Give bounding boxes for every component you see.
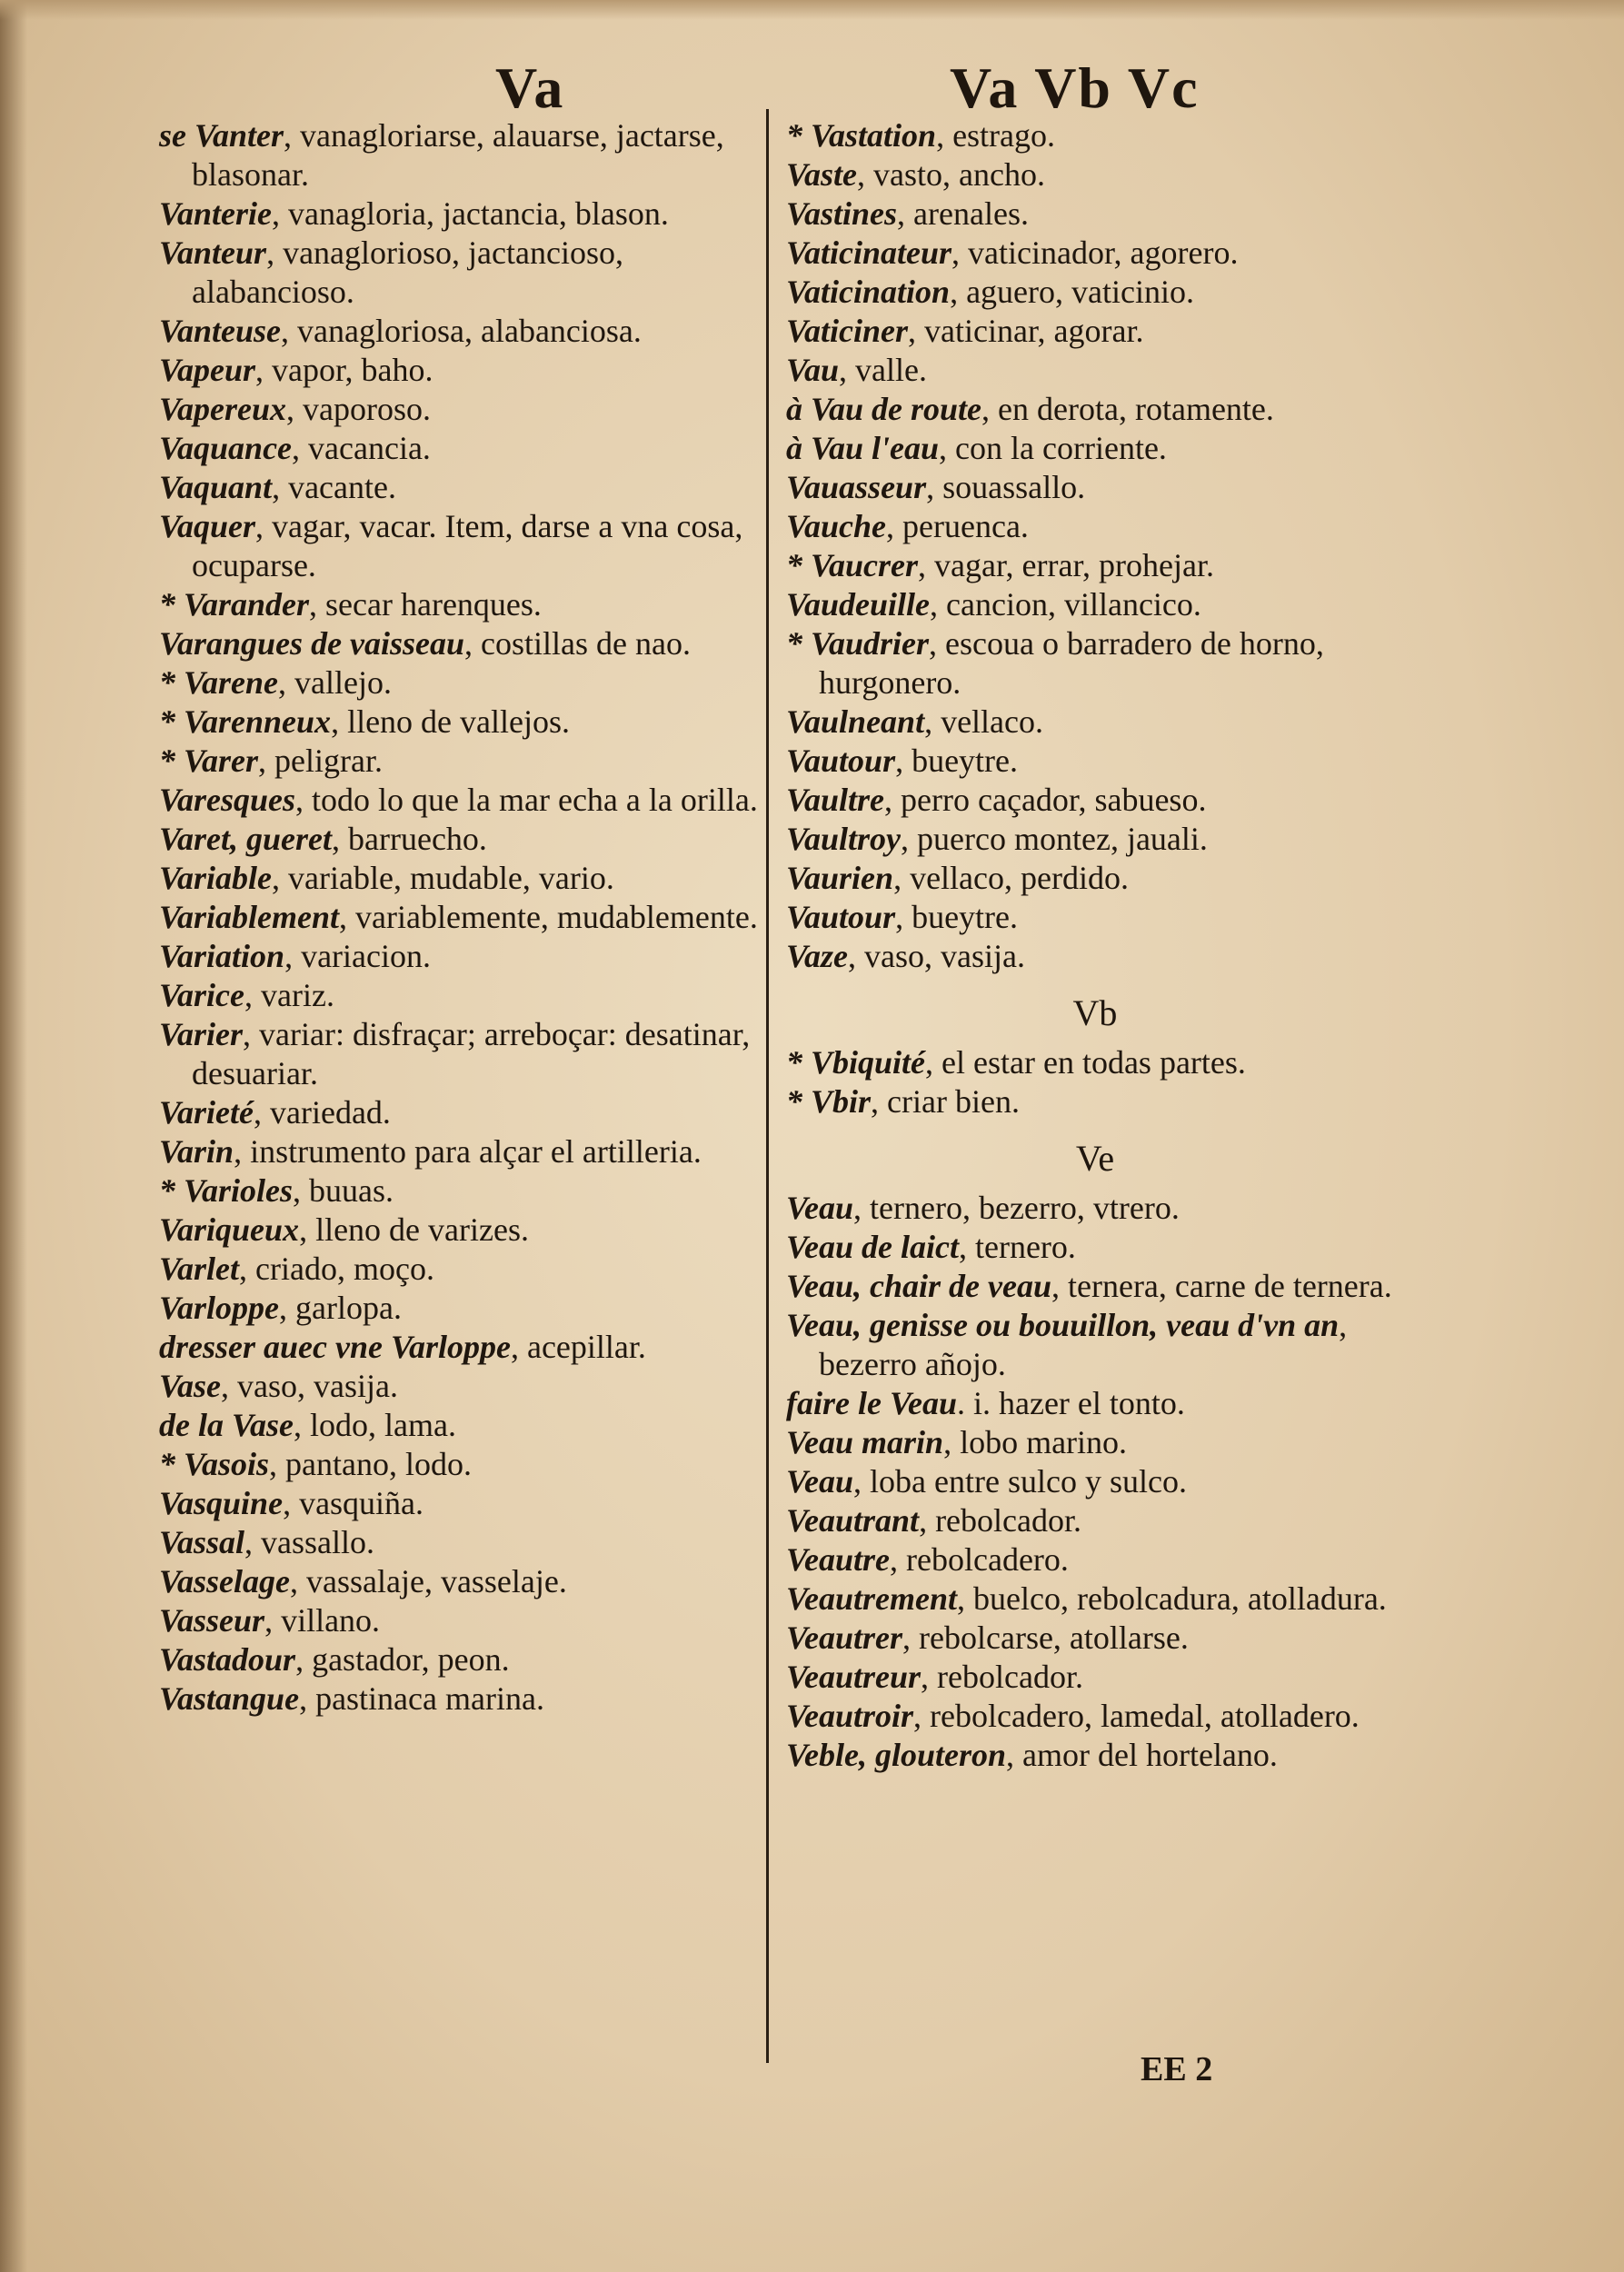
dictionary-entry	[159, 1601, 759, 1640]
dictionary-entry	[159, 703, 759, 742]
headword: Vaulneant	[786, 703, 925, 740]
definition: , gastador, peon.	[295, 1641, 510, 1678]
headword: Vapeur	[159, 352, 256, 388]
dictionary-entry	[159, 429, 759, 468]
definition: , en derota, rotamente.	[981, 391, 1274, 427]
headword: * Varene	[159, 664, 279, 701]
headword: Veble, glouteron	[786, 1737, 1007, 1773]
definition: , vellaco, perdido.	[893, 860, 1129, 896]
definition: , ternera, carne de ternera.	[1051, 1268, 1392, 1304]
headword: à Vau l'eau	[786, 430, 940, 466]
dictionary-entry	[786, 898, 1404, 937]
section-heading-ve: Ve	[1075, 1138, 1115, 1179]
definition: , villano.	[264, 1602, 381, 1639]
headword: * Varer	[159, 742, 259, 779]
headword: Vaultre	[786, 782, 885, 818]
headword: Variqueux	[159, 1211, 300, 1248]
headword: Varice	[159, 977, 244, 1013]
dictionary-entry	[786, 273, 1404, 312]
definition: , loba entre sulco y sulco.	[853, 1463, 1187, 1500]
definition: , ternero.	[958, 1229, 1076, 1265]
headword: Vapereux	[159, 391, 287, 427]
definition: , buuas.	[293, 1172, 394, 1209]
headword: Vaultroy	[786, 821, 902, 857]
definition: , escoua o barradero de horno, hurgonero.	[819, 625, 1324, 701]
headword: * Vaudrier	[786, 625, 930, 662]
headword: Vasseur	[159, 1602, 265, 1639]
definition: , vanaglorioso, jactancioso, alabancioso.	[192, 234, 623, 310]
dictionary-entry	[786, 1423, 1404, 1462]
definition: , valle.	[839, 352, 928, 388]
definition: , bueytre.	[895, 899, 1019, 935]
definition: , arenales.	[897, 195, 1029, 232]
headword: Varier	[159, 1016, 244, 1052]
dictionary-entry	[159, 468, 759, 507]
dictionary-entry	[786, 859, 1404, 898]
headword: Vautour	[786, 742, 896, 779]
headword: Veau	[786, 1463, 854, 1500]
definition: , barruecho.	[332, 821, 487, 857]
headword: * Varenneux	[159, 703, 332, 740]
headword: Vastines	[786, 195, 898, 232]
definition: , pantano, lodo.	[269, 1446, 473, 1482]
headword: Varesques	[159, 782, 296, 818]
dictionary-entry	[786, 1579, 1404, 1619]
headword: Vanteur	[159, 234, 267, 271]
dictionary-entry	[159, 1367, 759, 1406]
dictionary-entry	[159, 742, 759, 781]
headword: * Vbiquité	[786, 1044, 926, 1081]
headword: Vastadour	[159, 1641, 296, 1678]
dictionary-entry	[786, 468, 1404, 507]
headword: Varet, gueret	[159, 821, 333, 857]
column-rule	[766, 109, 769, 2063]
headword: Varieté	[159, 1094, 254, 1131]
dictionary-entry	[786, 546, 1404, 585]
dictionary-entry	[786, 742, 1404, 781]
headword: Vaticiner	[786, 313, 909, 349]
dictionary-entry	[159, 507, 759, 585]
definition: , amor del hortelano.	[1006, 1737, 1278, 1773]
headword: Vanteuse	[159, 313, 282, 349]
dictionary-entry	[159, 1289, 759, 1328]
section-heading-vb: Vb	[1072, 992, 1118, 1033]
definition: , vallejo.	[278, 664, 392, 701]
headword: * Varander	[159, 586, 310, 623]
definition: , vagar, vacar. Item, darse a vna cosa, ocuparse.	[192, 508, 743, 583]
headword: Vaurien	[786, 860, 894, 896]
dictionary-entry	[786, 1736, 1404, 1775]
definition: , variedad.	[254, 1094, 391, 1131]
definition: , variable, mudable, vario.	[272, 860, 614, 896]
top-edge-shadow	[0, 0, 1624, 20]
headword: Vase	[159, 1368, 222, 1404]
dictionary-entry	[159, 1211, 759, 1250]
headword: Vaudeuille	[786, 586, 931, 623]
definition: , con la corriente.	[939, 430, 1167, 466]
definition: , vanagloriarse, alauarse, jactarse, blasonar.	[192, 117, 724, 193]
definition: , vaporoso.	[286, 391, 431, 427]
dictionary-entry	[786, 781, 1404, 820]
dictionary-entry	[786, 312, 1404, 351]
dictionary-entry	[786, 429, 1404, 468]
definition: , rebolcador.	[919, 1502, 1081, 1539]
definition: , vagar, errar, prohejar.	[918, 547, 1214, 583]
definition: , vassalaje, vasselaje.	[290, 1563, 567, 1599]
definition: , vaso, vasija.	[848, 938, 1025, 974]
headword: dresser auec vne Varloppe	[159, 1329, 511, 1365]
entries-vb	[786, 1043, 1404, 1121]
definition: , cancion, villancico.	[930, 586, 1201, 623]
headword: Vaze	[786, 938, 849, 974]
definition: , variar: disfraçar; arreboçar: desatinar, desuariar.	[192, 1016, 751, 1091]
headword: Vautour	[786, 899, 896, 935]
definition: , vaticinar, agorar.	[908, 313, 1144, 349]
dictionary-entry	[786, 1306, 1404, 1384]
definition: , rebolcarse, atollarse.	[902, 1619, 1189, 1656]
dictionary-entry	[786, 1501, 1404, 1540]
definition: . i. hazer el tonto.	[956, 1385, 1185, 1421]
dictionary-entry	[786, 1658, 1404, 1697]
definition: , vacancia.	[292, 430, 431, 466]
headword: Veautrer	[786, 1619, 903, 1656]
definition: , perro caçador, sabueso.	[884, 782, 1207, 818]
gutter-shadow	[0, 0, 27, 2272]
definition: , estrago.	[936, 117, 1056, 154]
dictionary-entry	[159, 1250, 759, 1289]
entries-va	[786, 116, 1404, 976]
definition: , souassallo.	[926, 469, 1086, 505]
dictionary-entry	[159, 1484, 759, 1523]
dictionary-entry	[786, 1697, 1404, 1736]
definition: , secar harenques.	[309, 586, 542, 623]
dictionary-entry	[786, 155, 1404, 194]
dictionary-entry	[786, 820, 1404, 859]
left-column	[159, 116, 759, 1719]
dictionary-entry	[159, 1171, 759, 1211]
dictionary-entry	[159, 1679, 759, 1719]
catchword: EE 2	[1141, 2050, 1213, 2088]
right-column	[786, 116, 1404, 1775]
definition: , vaso, vasija.	[221, 1368, 398, 1404]
definition: , costillas de nao.	[464, 625, 691, 662]
definition: , vanagloriosa, alabanciosa.	[281, 313, 642, 349]
dictionary-entry	[786, 1384, 1404, 1423]
dictionary-entry	[159, 1562, 759, 1601]
dictionary-entry	[159, 194, 759, 234]
dictionary-entry	[159, 1640, 759, 1679]
dictionary-entry	[159, 390, 759, 429]
headword: Vasquine	[159, 1485, 284, 1521]
definition: , lleno de vallejos.	[331, 703, 570, 740]
headword: Vastangue	[159, 1680, 300, 1717]
dictionary-entry	[159, 898, 759, 937]
dictionary-entry	[786, 1619, 1404, 1658]
definition: , lodo, lama.	[294, 1407, 456, 1443]
dictionary-entry	[159, 820, 759, 859]
definition: , lobo marino.	[943, 1424, 1128, 1460]
dictionary-entry	[159, 116, 759, 194]
headword: Vaquer	[159, 508, 256, 544]
dictionary-entry	[159, 1132, 759, 1171]
dictionary-entry	[786, 1189, 1404, 1228]
dictionary-entry	[159, 976, 759, 1015]
definition: , aguero, vaticinio.	[950, 274, 1194, 310]
headword: Vanterie	[159, 195, 273, 232]
dictionary-entry	[159, 1445, 759, 1484]
dictionary-entry	[159, 937, 759, 976]
definition: , rebolcadero.	[890, 1541, 1069, 1578]
definition: , vanagloria, jactancia, blason.	[272, 195, 669, 232]
headword: Variation	[159, 938, 285, 974]
definition: , variz.	[244, 977, 334, 1013]
dictionary-entry	[786, 1228, 1404, 1267]
dictionary-entry	[159, 351, 759, 390]
definition: , variacion.	[284, 938, 431, 974]
dictionary-entry	[786, 1267, 1404, 1306]
headword: Veautroir	[786, 1698, 914, 1734]
definition: , instrumento para alçar el artilleria.	[234, 1133, 702, 1170]
dictionary-entry	[786, 194, 1404, 234]
dictionary-entry	[786, 1540, 1404, 1579]
definition: , vapor, baho.	[255, 352, 433, 388]
dictionary-entry	[159, 624, 759, 663]
definition: , acepillar.	[510, 1329, 646, 1365]
definition: , rebolcadero, lamedal, atolladero.	[913, 1698, 1360, 1734]
definition: , peruenca.	[886, 508, 1029, 544]
dictionary-entry	[786, 937, 1404, 976]
headword: Veau marin	[786, 1424, 944, 1460]
running-head-left: Va	[495, 55, 565, 120]
headword: Veautrement	[786, 1580, 958, 1617]
headword: Vaste	[786, 156, 858, 193]
headword: Veau	[786, 1190, 854, 1226]
dictionary-entry	[786, 1082, 1404, 1121]
definition: , vasto, ancho.	[857, 156, 1045, 193]
dictionary-entry	[786, 585, 1404, 624]
definition: , pastinaca marina.	[299, 1680, 544, 1717]
headword: Vasselage	[159, 1563, 290, 1599]
definition: , criar bien.	[871, 1083, 1020, 1120]
definition: , ternero, bezerro, vtrero.	[853, 1190, 1180, 1226]
headword: faire le Veau	[786, 1385, 957, 1421]
dictionary-entry	[786, 507, 1404, 546]
dictionary-entry	[159, 312, 759, 351]
headword: se Vanter	[159, 117, 284, 154]
headword: * Vasois	[159, 1446, 270, 1482]
dictionary-entry	[786, 1462, 1404, 1501]
running-head-right: Va Vb Vc	[950, 55, 1200, 120]
definition: , garlopa.	[279, 1290, 402, 1326]
dictionary-entry	[786, 390, 1404, 429]
dictionary-entry	[786, 1043, 1404, 1082]
dictionary-entry	[786, 703, 1404, 742]
definition: , vassallo.	[244, 1524, 375, 1560]
dictionary-entry	[786, 116, 1404, 155]
headword: Varin	[159, 1133, 234, 1170]
definition: , rebolcador.	[921, 1659, 1083, 1695]
headword: * Vaucrer	[786, 547, 919, 583]
headword: Veau, genisse ou bouuillon, veau d'vn an	[786, 1307, 1340, 1343]
headword: Veautreur	[786, 1659, 922, 1695]
headword: * Vastation	[786, 117, 937, 154]
headword: à Vau de route	[786, 391, 982, 427]
headword: Veautrant	[786, 1502, 920, 1539]
dictionary-entry	[159, 663, 759, 703]
dictionary-entry	[159, 585, 759, 624]
headword: Veau de laict	[786, 1229, 959, 1265]
dictionary-entry	[159, 1523, 759, 1562]
headword: Vau	[786, 352, 840, 388]
entries-ve	[786, 1189, 1404, 1775]
headword: Vassal	[159, 1524, 245, 1560]
dictionary-entry	[159, 859, 759, 898]
headword: Vaticinateur	[786, 234, 952, 271]
headword: Vaquance	[159, 430, 293, 466]
headword: Varlet	[159, 1251, 240, 1287]
definition: , todo lo que la mar echa a la orilla.	[295, 782, 758, 818]
headword: Vaquant	[159, 469, 273, 505]
definition: , variablemente, mudablemente.	[339, 899, 758, 935]
headword: Vauasseur	[786, 469, 927, 505]
headword: Veau, chair de veau	[786, 1268, 1051, 1304]
definition: , vasquiña.	[283, 1485, 424, 1521]
definition: , buelco, rebolcadura, atolladura.	[957, 1580, 1387, 1617]
definition: , vellaco.	[924, 703, 1044, 740]
headword: * Varioles	[159, 1172, 294, 1209]
dictionary-entry	[159, 1328, 759, 1367]
headword: * Vbir	[786, 1083, 872, 1120]
dictionary-entry	[786, 624, 1404, 703]
dictionary-entry	[159, 1406, 759, 1445]
headword: Variablement	[159, 899, 340, 935]
dictionary-entry	[159, 1093, 759, 1132]
definition: , el estar en todas partes.	[925, 1044, 1246, 1081]
headword: Variable	[159, 860, 273, 896]
definition: , bueytre.	[895, 742, 1019, 779]
headword: Veautre	[786, 1541, 891, 1578]
headword: Varangues de vaisseau	[159, 625, 465, 662]
dictionary-entry	[159, 234, 759, 312]
definition: , lleno de varizes.	[299, 1211, 529, 1248]
dictionary-entry	[786, 351, 1404, 390]
dictionary-entry	[159, 781, 759, 820]
headword: Varloppe	[159, 1290, 280, 1326]
headword: Vauche	[786, 508, 887, 544]
definition: , puerco montez, jauali.	[901, 821, 1208, 857]
definition: , vaticinador, agorero.	[951, 234, 1239, 271]
dictionary-entry	[159, 1015, 759, 1093]
headword: Vaticination	[786, 274, 951, 310]
definition: , vacante.	[272, 469, 396, 505]
definition: , bezerro añojo.	[819, 1307, 1348, 1382]
dictionary-entry	[786, 234, 1404, 273]
definition: , criado, moço.	[239, 1251, 434, 1287]
headword: de la Vase	[159, 1407, 294, 1443]
definition: , peligrar.	[258, 742, 383, 779]
